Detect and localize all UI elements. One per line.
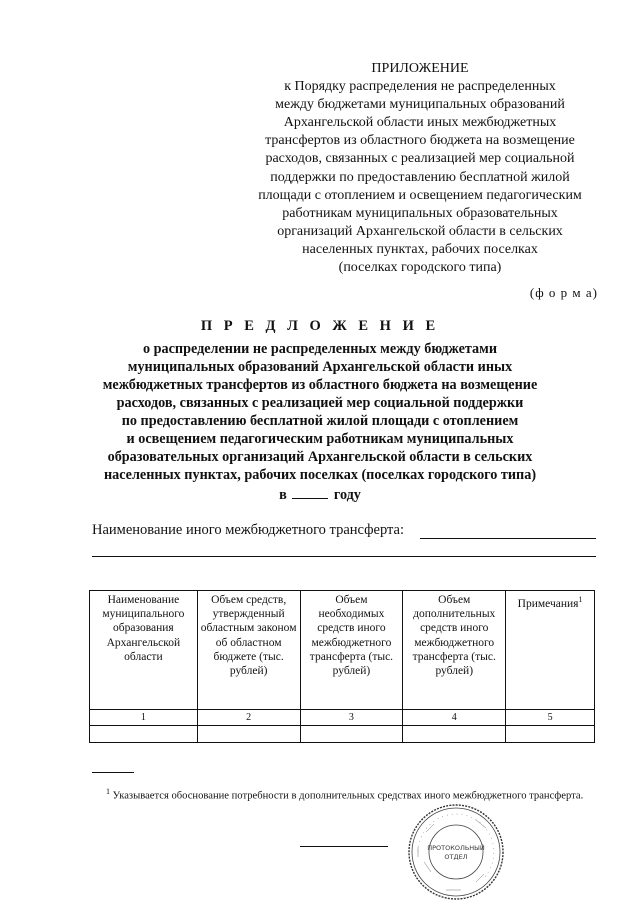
- stamp-text: ПРОТОКОЛЬНЫЙ: [427, 844, 485, 852]
- header-cell-approved-amount: Объем средств, утвержденный областным законом об областном бюджете (тыс. рублей): [197, 591, 300, 710]
- header-cell-notes: [506, 591, 595, 710]
- subtitle-line: муниципальных образований Архангельской области иных: [127, 359, 513, 375]
- table-row: [90, 726, 595, 743]
- subtitle-line: расходов, связанных с реализацией мер социальной поддержки: [116, 395, 524, 411]
- table-number-row: [90, 710, 595, 726]
- appendix-line: работникам муниципальных образовательных: [282, 205, 558, 221]
- table-cell-empty[interactable]: [506, 726, 595, 743]
- appendix-line: (поселках городского типа): [338, 260, 502, 276]
- year-line: [100, 484, 540, 504]
- header-cell-additional-amount: Объем дополнительных средств иного межбюджетного трансферта (тыс. рублей): [403, 591, 506, 710]
- table-header-row: [90, 591, 595, 710]
- footnote-separator: [92, 772, 134, 773]
- subtitle-line: и освещением педагогическим работникам муниципальных: [126, 431, 514, 447]
- subtitle-line: о распределении не распределенных между бюджетами: [142, 341, 497, 357]
- column-number: 1: [90, 710, 198, 726]
- appendix-line: площади с отоплением и освещением педагогическим: [258, 187, 582, 203]
- subtitle-line: межбюджетных трансфертов из областного бюджета на возмещение: [102, 377, 538, 393]
- transfer-name-field-continued[interactable]: [92, 556, 596, 557]
- appendix-line: поддержки по предоставлению бесплатной жилой: [270, 169, 570, 185]
- footnote-mark: 1: [106, 787, 110, 796]
- year-blank-field[interactable]: [292, 484, 328, 499]
- document-title: П Р Е Д Л О Ж Е Н И Е: [200, 318, 440, 334]
- subtitle-line: по предоставлению бесплатной жилой площади с отоплением: [121, 413, 519, 429]
- header-cell-required-amount: Объем необходимых средств иного межбюджетного трансферта (тыс. рублей): [300, 591, 403, 710]
- appendix-line: расходов, связанных с реализацией мер социальной: [265, 151, 575, 167]
- footnote-text: Указывается обоснование потребности в дополнительных средствах иного межбюджетного трансферта.: [112, 790, 584, 802]
- signature-line: [300, 846, 388, 847]
- subtitle-line: населенных пунктах, рабочих поселках (поселках городского типа): [103, 467, 537, 483]
- appendix-line: Архангельской области иных межбюджетных: [283, 115, 557, 131]
- notes-footnote-mark: 1: [578, 595, 583, 604]
- footnote: [92, 784, 595, 804]
- appendix-line: организаций Архангельской области в сельских: [277, 223, 563, 239]
- table-cell-empty[interactable]: [403, 726, 506, 743]
- appendix-line: к Порядку распределения не распределенных: [284, 79, 556, 95]
- stamp-seal: [406, 802, 506, 902]
- header-cell-municipality: Наименование муниципального образования Архангельской области: [90, 591, 198, 710]
- column-number: 3: [300, 710, 403, 726]
- proposal-table: [89, 590, 595, 743]
- svg-text:· · · · · · · · · · · · · · ·: · · · · · · · · · · · · · · · · · · · · · · · · · · · · · ·: [415, 811, 497, 879]
- column-number: 4: [403, 710, 506, 726]
- appendix-line: трансфертов из областного бюджета на возмещение: [265, 133, 575, 149]
- appendix-line: между бюджетами муниципальных образований: [275, 97, 565, 113]
- transfer-name-field[interactable]: [420, 538, 596, 539]
- appendix-line: ПРИЛОЖЕНИЕ: [371, 61, 469, 76]
- column-number: 5: [506, 710, 595, 726]
- stamp-text: ОТДЕЛ: [444, 853, 468, 861]
- document-subtitle: [100, 340, 540, 504]
- table-cell-empty[interactable]: [90, 726, 198, 743]
- table-cell-empty[interactable]: [300, 726, 403, 743]
- year-suffix: году: [333, 487, 361, 503]
- column-number: 2: [197, 710, 300, 726]
- notes-label: Примечания: [517, 597, 579, 610]
- form-label: (ф о р м а): [529, 285, 598, 300]
- subtitle-line: образовательных организаций Архангельской области в сельских: [107, 449, 533, 465]
- appendix-line: населенных пунктах, рабочих поселках: [302, 241, 538, 257]
- year-prefix: в: [279, 487, 287, 503]
- appendix-header: [230, 60, 610, 277]
- transfer-name-label: Наименование иного межбюджетного трансферта:: [92, 522, 404, 538]
- table-cell-empty[interactable]: [197, 726, 300, 743]
